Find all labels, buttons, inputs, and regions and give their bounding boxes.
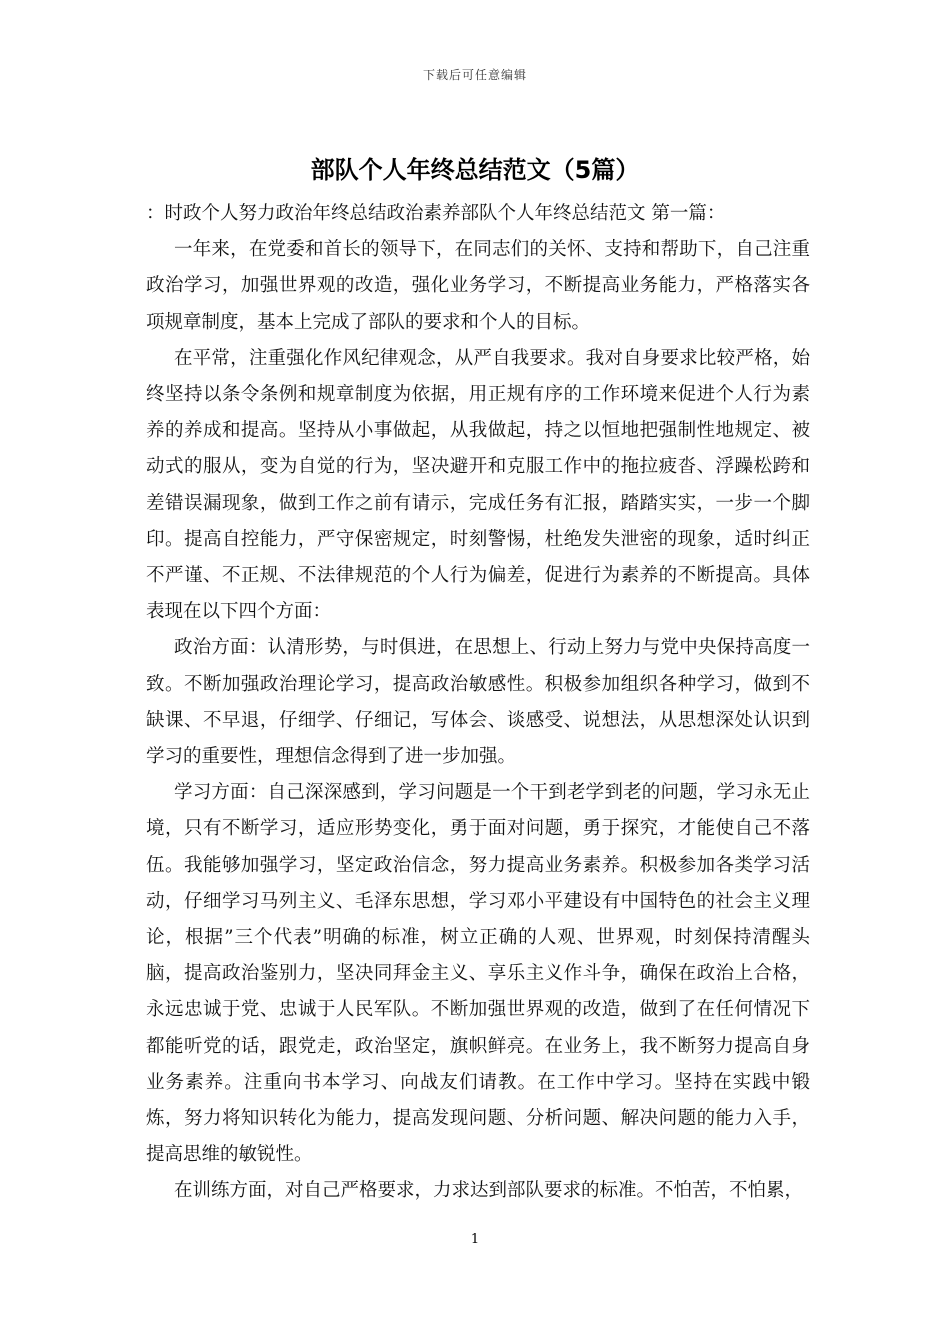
paragraph-training: 在训练方面，对自己严格要求，力求达到部队要求的标准。不怕苦，不怕累， [174, 1180, 804, 1202]
paragraph-study: 学习方面：自己深深感到，学习问题是一个干到老学到老的问题，学习永无止境，只有不断学习，适应形势变化，勇于面对问题，勇于探究，才能使自己不落伍。我能够加强学习，坚定政治信念，努力提高业务素养。积极参加各类学习活动，仔细学习马列主义、毛泽东思想，学习邓小平建设有中国特色的社会主义理论，根据”三个代表”明确的标准，树立正确的人观、世界观，时刻保持清醒头脑，提高政治鉴别力，坚决同拜金主义、享乐主义作斗争，确保在政治上合格，永远忠诚于党、忠诚于人民军队。不断加强世界观的改造，做到了在任何情况下都能听党的话，跟党走，政治坚定，旗帜鲜亮。在业务上，我不断努力提高自身业务素养。注重向书本学习、向战友们请教。在工作中学习。坚持在实践中锻炼，努力将知识转化为能力，提高发现问题、分析问题、解决问题的能力入手，提高思维的敏锐性。 [146, 782, 810, 1166]
paragraph-politics: 政治方面：认清形势，与时俱进，在思想上、行动上努力与党中央保持高度一致。不断加强政治理论学习，提高政治敏感性。积极参加组织各种学习，做到不缺课、不早退，仔细学、仔细记，写体会、谈感受、说想法，从思想深处认识到学习的重要性，理想信念得到了进一步加强。 [146, 637, 810, 768]
paragraph-intro: 一年来，在党委和首长的领导下，在同志们的关怀、支持和帮助下，自己注重政治学习，加强世界观的改造，强化业务学习，不断提高业务能力，严格落实各项规章制度，基本上完成了部队的要求和个人的目标。 [146, 239, 810, 333]
paragraph-discipline: 在平常，注重强化作风纪律观念，从严自我要求。我对自身要求比较严格，始终坚持以条令条例和规章制度为依据，用正规有序的工作环境来促进个人行为素养的养成和提高。坚持从小事做起，从我做起，持之以恒地把强制性地规定、被动式的服从，变为自觉的行为，坚决避开和克服工作中的拖拉疲沓、浮躁松跨和差错误漏现象，做到工作之前有请示，完成任务有汇报，踏踏实实，一步一个脚印。提高自控能力，严守保密规定，时刻警惕，杜绝发失泄密的现象，适时纠正不严谨、不正规、不法律规范的个人行为偏差，促进行为素养的不断提高。具体表现在以下四个方面： [146, 347, 810, 623]
document-subtitle: ：时政个人努力政治年终总结政治素养部队个人年终总结范文 第一篇： [146, 203, 726, 224]
document-title: 部队个人年终总结范文（5篇） [310, 156, 640, 184]
document-body [146, 196, 810, 1210]
page-number: 1 [470, 1232, 480, 1247]
header-note: 下载后可任意编辑 [422, 68, 527, 82]
